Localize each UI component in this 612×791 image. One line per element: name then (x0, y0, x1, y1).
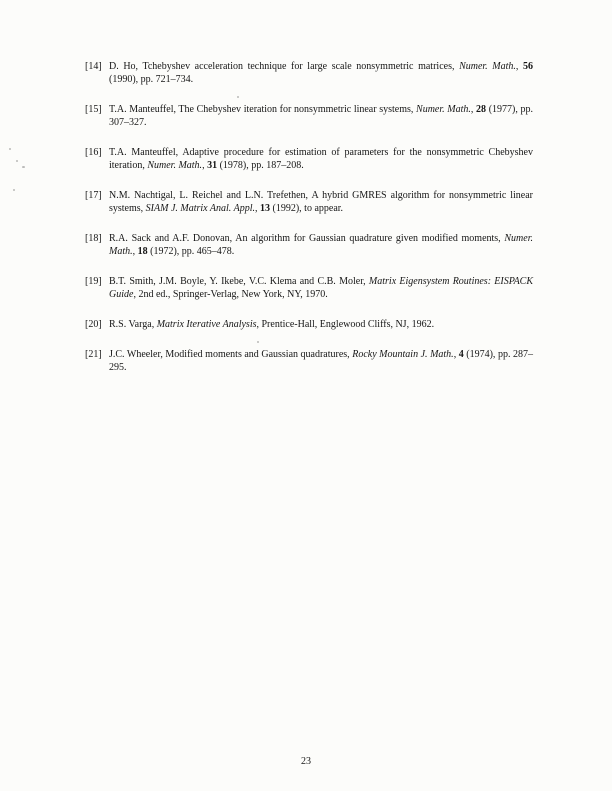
reference-text (109, 60, 533, 86)
scan-speck (16, 160, 18, 162)
scan-speck (9, 148, 11, 150)
reference-segment: D. Ho, Tchebyshev acceleration technique for large scale nonsymmetric matrices, (109, 61, 460, 72)
reference-label: [15] (85, 104, 102, 115)
reference-segment: Matrix Iterative Analysis (156, 319, 257, 330)
reference-segment: , (515, 61, 523, 72)
reference-segment: 13 (260, 203, 271, 214)
reference-segment: Matrix Eigensystem Routines: EISPACK Guide (109, 276, 534, 300)
reference-segment: 56 (523, 61, 533, 72)
reference-text (109, 189, 533, 215)
reference-segment: T.A. Manteuffel, Adaptive procedure for estimation of parameters for the nonsymmetric Chebyshev iteration, (109, 147, 533, 171)
reference-segment: Numer. Math. (416, 104, 471, 115)
reference-item (85, 189, 533, 215)
reference-segment: 4 (458, 349, 464, 360)
reference-segment: B.T. Smith, J.M. Boyle, Y. Ikebe, V.C. Klema and C.B. Moler, (109, 276, 369, 287)
reference-label: [18] (85, 233, 102, 244)
reference-segment: 31 (207, 160, 218, 171)
reference-text (109, 103, 533, 129)
reference-label: [20] (85, 319, 102, 330)
reference-segment: J.C. Wheeler, Modified moments and Gaussian quadratures, (109, 349, 353, 360)
reference-segment: , (470, 104, 477, 115)
reference-item (85, 318, 533, 331)
reference-segment: (1977), pp. 307–327. (109, 104, 533, 128)
reference-item (85, 275, 533, 301)
reference-segment: (1974), pp. 287–295. (109, 349, 534, 373)
reference-label: [14] (85, 61, 102, 72)
reference-text (109, 146, 533, 172)
reference-label: [16] (85, 147, 102, 158)
reference-segment: Numer. Math. (459, 61, 516, 72)
reference-text (109, 232, 533, 258)
reference-segment: , (202, 160, 208, 171)
reference-segment: Rocky Mountain J. Math. (352, 349, 454, 360)
reference-segment: , (132, 246, 138, 257)
reference-segment: (1972), pp. 465–478. (147, 246, 235, 257)
reference-segment: 28 (476, 104, 487, 115)
reference-item (85, 103, 533, 129)
reference-item (85, 146, 533, 172)
reference-segment: , 2nd ed., Springer-Verlag, New York, NY, 1970. (133, 289, 328, 300)
reference-segment: (1990), pp. 721–734. (109, 74, 194, 85)
reference-segment: R.S. Varga, (109, 319, 157, 330)
scan-speck (13, 189, 15, 191)
reference-text (109, 348, 533, 374)
page-number: 23 (301, 756, 311, 767)
reference-label: [21] (85, 349, 102, 360)
reference-segment: Numer. Math. (147, 160, 203, 171)
reference-segment: Numer. Math. (109, 233, 533, 257)
reference-item (85, 232, 533, 258)
scan-speck (257, 341, 259, 343)
reference-segment: R.A. Sack and A.F. Donovan, An algorithm for Gaussian quadrature given modified moments, (109, 233, 505, 244)
reference-segment: , (255, 203, 261, 214)
reference-segment: SIAM J. Matrix Anal. Appl. (145, 203, 256, 214)
reference-segment: N.M. Nachtigal, L. Reichel and L.N. Trefethen, A hybrid GMRES algorithm for nonsymmetric linear systems, (109, 190, 533, 214)
reference-label: [19] (85, 276, 102, 287)
reference-text (109, 318, 533, 331)
reference-segment: 18 (137, 246, 148, 257)
scan-speck (237, 96, 239, 98)
reference-segment: , (453, 349, 459, 360)
reference-segment: (1992), to appear. (270, 203, 344, 214)
reference-text (109, 275, 533, 301)
reference-item (85, 348, 533, 374)
reference-segment: (1978), pp. 187–208. (217, 160, 304, 171)
reference-item (85, 60, 533, 86)
reference-segment: , Prentice-Hall, Englewood Cliffs, NJ, 1962. (256, 319, 435, 330)
reference-label: [17] (85, 190, 102, 201)
reference-list (85, 60, 533, 374)
reference-segment: T.A. Manteuffel, The Chebyshev iteration for nonsymmetric linear systems, (109, 104, 417, 115)
scan-speck (22, 166, 25, 168)
